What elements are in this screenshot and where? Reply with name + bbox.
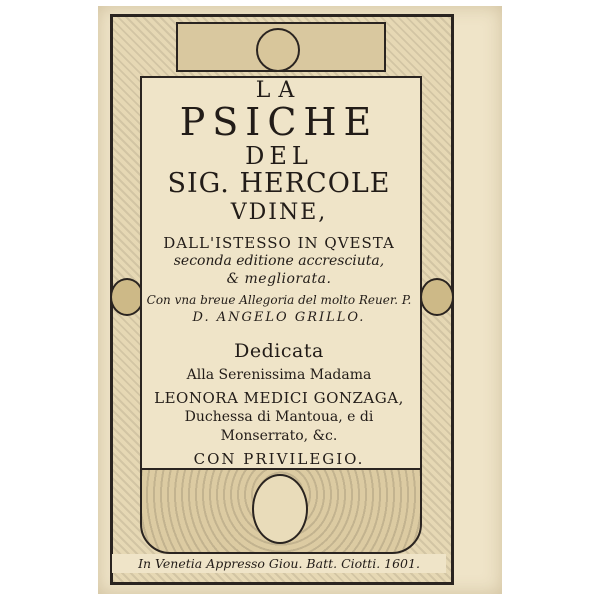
dedication-line-4: Monserrato, &c. [220, 428, 338, 444]
right-mask-ornament [420, 278, 454, 316]
title-line-2: PSICHE [179, 100, 379, 144]
cherub-head-ornament [256, 28, 300, 72]
dedication-line-1: Alla Serenissima Madama [186, 367, 372, 383]
dedication-heading: Dedicata [234, 340, 324, 362]
left-mask-ornament [110, 278, 144, 316]
edition-line-3: & megliorata. [226, 271, 332, 287]
privilege-line: CON PRIVILEGIO. [193, 450, 365, 468]
allegory-line-1: Con vna breue Allegoria del molto Reuer. P. [146, 293, 412, 307]
dedication-line-2: LEONORA MEDICI GONZAGA, [154, 389, 404, 407]
title-line-3: DEL [245, 142, 313, 170]
center-medallion [252, 474, 308, 544]
imprint-line: In Venetia Appresso Giou. Batt. Ciotti. 1601. [112, 554, 446, 573]
edition-line-2: seconda editione accresciuta, [173, 253, 385, 269]
author-line: SIG. HERCOLE [167, 168, 391, 199]
dedication-line-3: Duchessa di Mantoua, e di [184, 409, 374, 425]
author-line-2: VDINE, [230, 200, 328, 225]
allegory-line-2: D. ANGELO GRILLO. [192, 310, 366, 325]
edition-line-1: DALL'ISTESSO IN QVESTA [163, 234, 395, 252]
title-line-1: LA [255, 78, 303, 103]
